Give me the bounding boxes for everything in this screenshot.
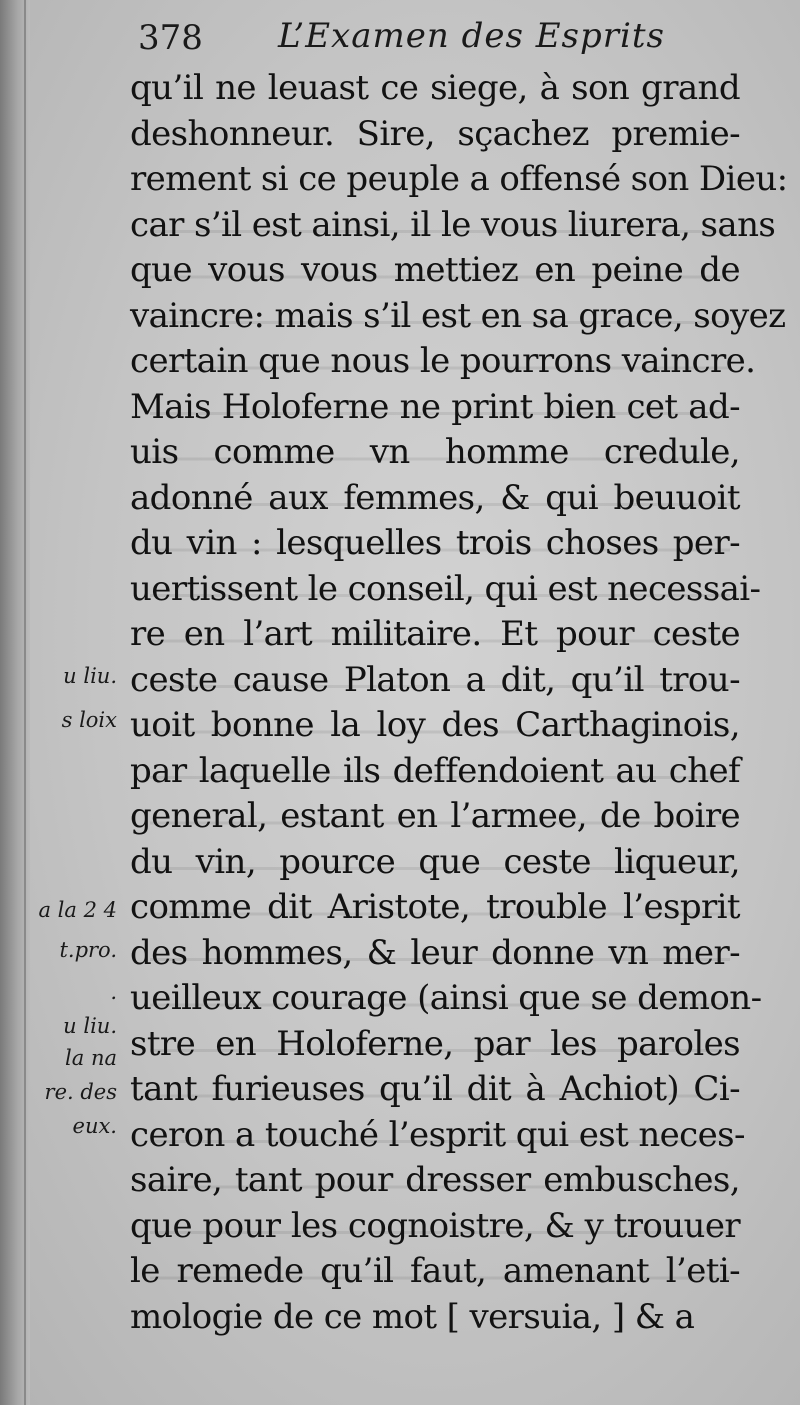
text-line: qu’il ne leuast ce siege, à son grand (130, 68, 740, 108)
body-text (130, 66, 788, 1340)
text-line: car s’il est ainsi, il le vous liurera, sans (130, 204, 776, 245)
page-header (138, 10, 698, 70)
text-line: par laquelle ils deffendoient au chef (130, 750, 740, 791)
text-line: certain que nous le pourrons vaincre. (130, 341, 756, 381)
text-line: du vin : lesquelles trois choses per- (130, 523, 740, 563)
text-line: rement si ce peuple a offensé son Dieu: (130, 159, 788, 199)
text-line: que vous vous mettiez en peine de (130, 250, 740, 290)
text-line: des hommes, & leur donne vn mer- (130, 932, 740, 973)
text-line: tant furieuses qu’il dit à Achiot) Ci- (130, 1069, 740, 1109)
margin-note: s loix (61, 708, 117, 732)
margin-note: . (110, 980, 117, 1004)
text-line: le remede qu’il faut, amenant l’eti- (130, 1251, 740, 1291)
running-title: L’Examen des Esprits (278, 16, 665, 56)
margin-notes (0, 0, 125, 1405)
text-line: ceste cause Platon a dit, qu’il trou- (130, 659, 740, 700)
text-line: uis comme vn homme credule, (130, 432, 740, 472)
margin-note: u liu. (63, 1014, 117, 1038)
text-line: ueilleux courage (ainsi que se demon- (130, 978, 762, 1018)
text-line: uoit bonne la loy des Carthaginois, (130, 705, 740, 745)
text-line: que pour les cognoistre, & y trouuer (130, 1205, 740, 1246)
text-line: deshonneur. Sire, sçachez premie- (130, 113, 740, 154)
margin-note: re. des (44, 1080, 117, 1104)
margin-note: t.pro. (59, 938, 117, 962)
margin-note: a la 2 4 (38, 898, 117, 922)
text-line: uertissent le conseil, qui est necessai- (130, 568, 761, 609)
text-line: adonné aux femmes, & qui beuuoit (130, 477, 740, 518)
text-line: general, estant en l’armee, de boire (130, 796, 740, 836)
text-line: re en l’art militaire. Et pour ceste (130, 614, 740, 654)
text-line: mologie de ce mot [ versuia, ] & a (130, 1296, 695, 1337)
margin-note: u liu. (63, 664, 117, 688)
text-line: saire, tant pour dresser embusches, (130, 1160, 740, 1200)
margin-note: la na (65, 1046, 117, 1070)
text-line: du vin, pource que ceste liqueur, (130, 841, 740, 882)
margin-note: eux. (72, 1114, 117, 1138)
text-line: Mais Holoferne ne print bien cet ad- (130, 386, 740, 427)
text-line: comme dit Aristote, trouble l’esprit (130, 887, 740, 927)
page-number: 378 (138, 18, 203, 58)
text-line: stre en Holoferne, par les paroles (130, 1023, 740, 1064)
text-line: ceron a touché l’esprit qui est neces- (130, 1114, 745, 1155)
text-line: vaincre: mais s’il est en sa grace, soyez (130, 295, 786, 336)
